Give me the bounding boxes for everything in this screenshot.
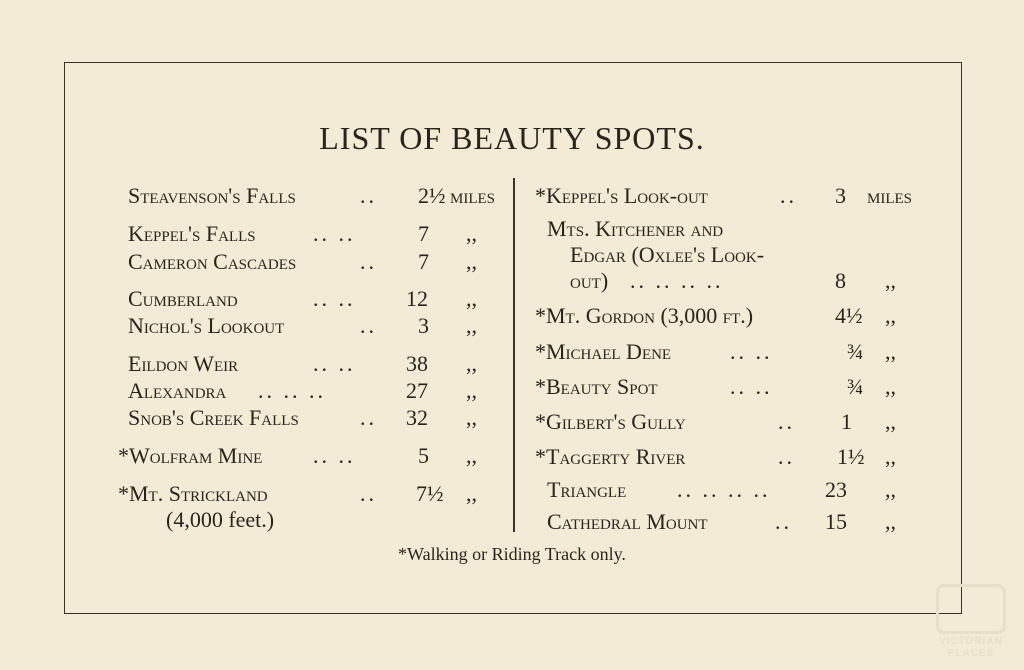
leader-dots: .. .. (313, 286, 356, 311)
leader-dots: .. .. .. (258, 378, 326, 403)
spot-name-line: out) (570, 268, 609, 293)
spot-distance: 3 (418, 313, 429, 338)
watermark-logo (930, 584, 1012, 660)
spot-unit: miles (867, 183, 912, 208)
spot-unit: ,, (885, 444, 896, 469)
spot-name: *Wolfram Mine (118, 443, 263, 468)
spot-name: Cumberland (128, 286, 238, 311)
leader-dots: .. .. (313, 221, 356, 246)
spot-distance: 12 (406, 286, 428, 311)
leader-dots: .. .. (313, 351, 356, 376)
watermark-text-line: VICTORIAN (939, 636, 1003, 647)
spot-unit: ,, (466, 378, 477, 403)
spot-distance: 15 (825, 509, 847, 534)
leader-dots: .. (778, 409, 795, 434)
spot-name: *Mt. Gordon (3,000 ft.) (535, 303, 754, 328)
spot-name: Triangle (547, 477, 627, 502)
spot-name: Eildon Weir (128, 351, 239, 376)
spot-name: Alexandra (128, 378, 227, 403)
spot-unit: ,, (466, 443, 477, 468)
spot-unit: ,, (885, 374, 896, 399)
spot-name: Snob's Creek Falls (128, 405, 299, 430)
spot-name: *Michael Dene (535, 339, 672, 364)
spot-name-line: Mts. Kitchener and (547, 216, 724, 241)
spot-unit: ,, (885, 303, 896, 328)
spot-unit: ,, (466, 249, 477, 274)
spot-unit: ,, (466, 405, 477, 430)
leader-dots: .. (780, 183, 797, 208)
spot-distance: 2½ (418, 183, 446, 208)
spot-distance: 23 (825, 477, 847, 502)
spot-unit: ,, (466, 286, 477, 311)
spot-distance: 38 (406, 351, 428, 376)
footnote: *Walking or Riding Track only. (398, 544, 626, 564)
spot-distance: 4½ (835, 303, 863, 328)
watermark-icon (936, 584, 1006, 634)
spot-name: *Taggerty River (535, 444, 686, 469)
leader-dots: .. (360, 249, 377, 274)
spot-name: Nichol's Lookout (128, 313, 285, 338)
spot-distance: 7½ (416, 481, 444, 506)
spot-unit: miles (450, 183, 495, 208)
spot-name: *Mt. Strickland (118, 481, 268, 506)
spot-distance: ¾ (847, 339, 864, 364)
spot-unit: ,, (466, 481, 477, 506)
spot-name: Keppel's Falls (128, 221, 256, 246)
leader-dots: .. (775, 509, 792, 534)
spot-distance: 3 (835, 183, 846, 208)
spot-distance: 8 (835, 268, 846, 293)
spot-distance: ¾ (847, 374, 864, 399)
spot-unit: ,, (466, 221, 477, 246)
leader-dots: .. (778, 444, 795, 469)
spot-unit: ,, (466, 313, 477, 338)
spot-distance: 1 (841, 409, 852, 434)
column-divider (513, 178, 515, 532)
leader-dots: .. .. (730, 374, 773, 399)
leader-dots: .. (360, 481, 377, 506)
leader-dots: .. (360, 405, 377, 430)
spot-unit: ,, (885, 268, 896, 293)
spot-unit: ,, (885, 409, 896, 434)
spot-distance: 5 (418, 443, 429, 468)
spot-unit: ,, (885, 477, 896, 502)
spot-unit: ,, (885, 339, 896, 364)
spot-name: *Gilbert's Gully (535, 409, 686, 434)
spot-unit: ,, (466, 351, 477, 376)
spot-note: (4,000 feet.) (166, 507, 275, 532)
leader-dots: .. .. (730, 339, 773, 364)
spot-name-line: Edgar (Oxlee's Look- (570, 242, 765, 267)
spot-distance: 7 (418, 221, 429, 246)
spot-name: Steavenson's Falls (128, 183, 296, 208)
spot-unit: ,, (885, 509, 896, 534)
leader-dots: .. .. (313, 443, 356, 468)
spot-name: *Keppel's Look-out (535, 183, 708, 208)
watermark-text-line: PLACES (947, 648, 995, 659)
leader-dots: .. .. .. .. (677, 477, 771, 502)
spot-distance: 7 (418, 249, 429, 274)
spot-name: *Beauty Spot (535, 374, 658, 399)
spot-distance: 32 (406, 405, 428, 430)
spot-name: Cameron Cascades (128, 249, 297, 274)
spot-distance: 27 (406, 378, 428, 403)
leader-dots: .. .. .. .. (630, 268, 724, 293)
page-title: LIST OF BEAUTY SPOTS. (319, 120, 705, 156)
leader-dots: .. (360, 183, 377, 208)
spot-name: Cathedral Mount (547, 509, 708, 534)
spot-distance: 1½ (837, 444, 865, 469)
leader-dots: .. (360, 313, 377, 338)
